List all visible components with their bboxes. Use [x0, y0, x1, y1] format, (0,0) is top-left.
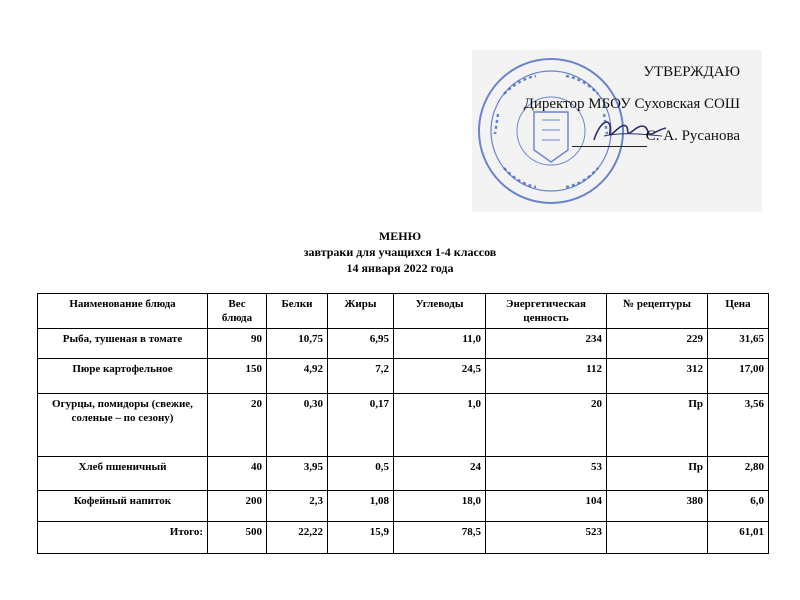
dish-price: 6,0	[708, 491, 769, 522]
dish-fats: 1,08	[328, 491, 394, 522]
dish-carbs: 24,5	[394, 359, 486, 394]
table-row	[38, 457, 769, 491]
dish-name: Кофейный напиток	[38, 491, 208, 522]
dish-price: 3,56	[708, 394, 769, 457]
dish-carbs: 11,0	[394, 329, 486, 359]
total-label: Итого:	[38, 522, 208, 554]
dish-recipe-no: Пр	[607, 457, 708, 491]
dish-energy: 53	[486, 457, 607, 491]
table-row	[38, 359, 769, 394]
dish-name: Огурцы, помидоры (свежие, соленые – по сезону)	[38, 394, 208, 457]
dish-price: 31,65	[708, 329, 769, 359]
dish-name: Хлеб пшеничный	[38, 457, 208, 491]
dish-carbs: 1,0	[394, 394, 486, 457]
total-recipe-no	[607, 522, 708, 554]
dish-weight: 150	[208, 359, 267, 394]
dish-carbs: 24	[394, 457, 486, 491]
dish-name: Пюре картофельное	[38, 359, 208, 394]
table-row	[38, 491, 769, 522]
header-carbs: Углеводы	[394, 294, 486, 329]
total-carbs: 78,5	[394, 522, 486, 554]
total-energy: 523	[486, 522, 607, 554]
total-price: 61,01	[708, 522, 769, 554]
dish-fats: 0,5	[328, 457, 394, 491]
dish-proteins: 10,75	[267, 329, 328, 359]
dish-recipe-no: Пр	[607, 394, 708, 457]
dish-energy: 104	[486, 491, 607, 522]
table-row	[38, 329, 769, 359]
dish-energy: 112	[486, 359, 607, 394]
header-recipe-no: № рецептуры	[607, 294, 708, 329]
dish-proteins: 3,95	[267, 457, 328, 491]
dish-price: 2,80	[708, 457, 769, 491]
header-dish-name: Наименование блюда	[38, 294, 208, 329]
dish-fats: 0,17	[328, 394, 394, 457]
dish-recipe-no: 312	[607, 359, 708, 394]
header-fats: Жиры	[328, 294, 394, 329]
approval-signer: С. А. Русанова	[645, 128, 740, 144]
header-energy: Энергетическая ценность	[486, 294, 607, 329]
header-weight: Вес блюда	[208, 294, 267, 329]
dish-weight: 20	[208, 394, 267, 457]
dish-price: 17,00	[708, 359, 769, 394]
menu-date: 14 января 2022 года	[346, 261, 454, 275]
table-header-row	[38, 294, 769, 329]
header-price: Цена	[708, 294, 769, 329]
total-weight: 500	[208, 522, 267, 554]
table-row	[38, 394, 769, 457]
dish-proteins: 0,30	[267, 394, 328, 457]
dish-fats: 7,2	[328, 359, 394, 394]
menu-subtitle: завтраки для учащихся 1-4 классов	[303, 245, 497, 259]
dish-proteins: 2,3	[267, 491, 328, 522]
dish-recipe-no: 229	[607, 329, 708, 359]
dish-carbs: 18,0	[394, 491, 486, 522]
dish-recipe-no: 380	[607, 491, 708, 522]
header-proteins: Белки	[267, 294, 328, 329]
dish-name: Рыба, тушеная в томате	[38, 329, 208, 359]
table-total-row	[38, 522, 769, 554]
total-proteins: 22,22	[267, 522, 328, 554]
approval-position: Директор МБОУ Суховская СОШ	[523, 96, 740, 112]
approval-title: УТВЕРЖДАЮ	[643, 64, 740, 80]
total-fats: 15,9	[328, 522, 394, 554]
dish-energy: 234	[486, 329, 607, 359]
menu-title: МЕНЮ	[378, 229, 422, 243]
dish-weight: 40	[208, 457, 267, 491]
menu-table	[37, 293, 769, 554]
dish-energy: 20	[486, 394, 607, 457]
dish-weight: 90	[208, 329, 267, 359]
dish-weight: 200	[208, 491, 267, 522]
approval-block	[472, 50, 762, 212]
dish-fats: 6,95	[328, 329, 394, 359]
dish-proteins: 4,92	[267, 359, 328, 394]
signature-line	[572, 146, 647, 147]
